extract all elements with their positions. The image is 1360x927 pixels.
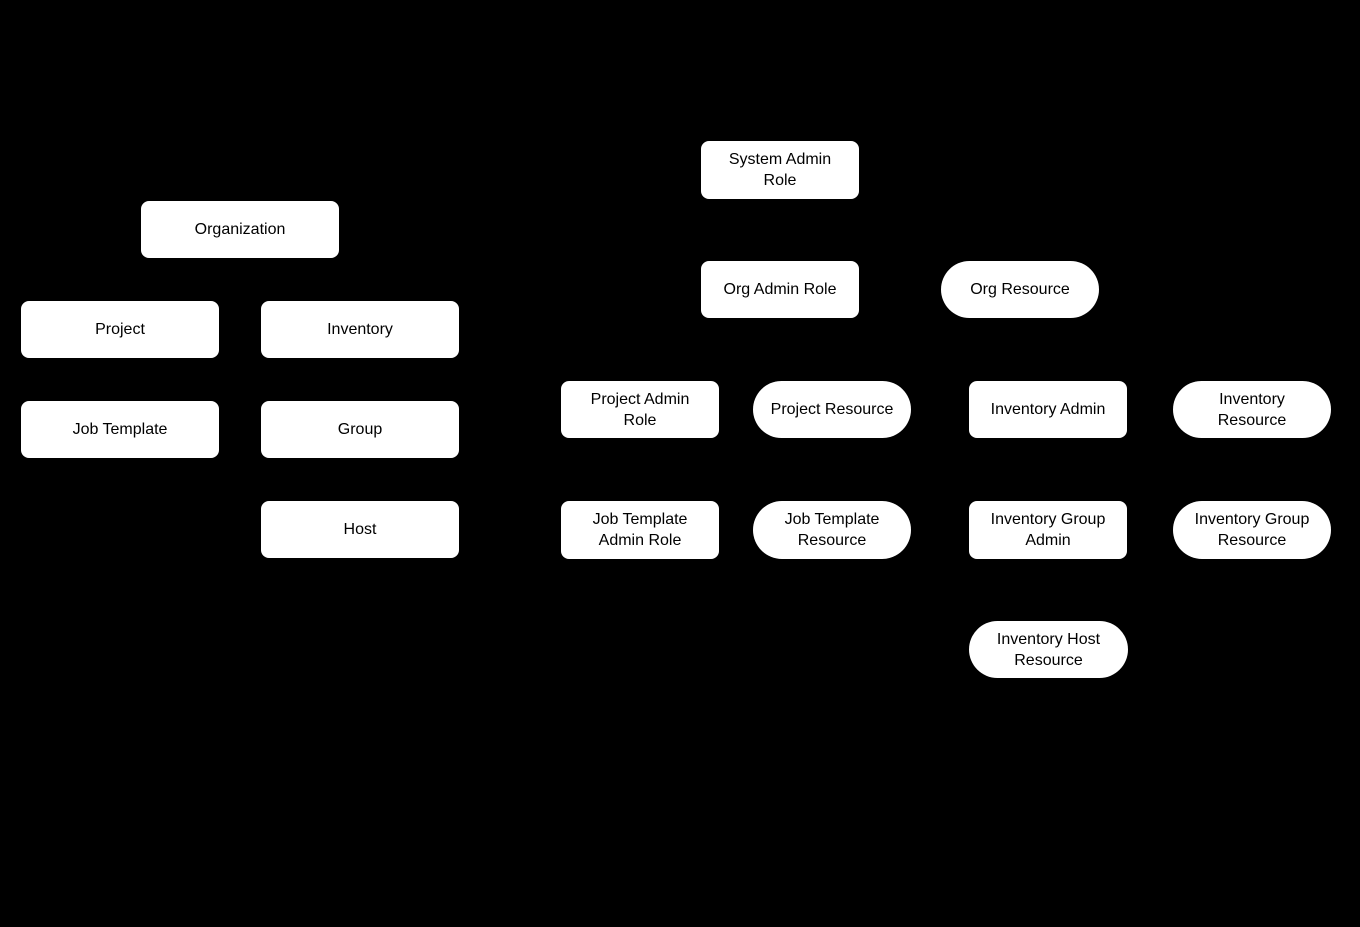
diagram-node-org-admin-role <box>701 261 859 318</box>
diagram-node-label: Resource <box>1014 651 1083 669</box>
diagram-node-label: Inventory Admin <box>990 401 1106 418</box>
diagram-node-label: Project Admin <box>590 390 690 408</box>
diagram-node-label: Job Template <box>72 421 168 438</box>
diagram-node-inventory-group-admin <box>969 501 1127 559</box>
diagram-node-project <box>21 301 219 358</box>
diagram-node-label: Resource <box>1217 411 1287 429</box>
diagram-node-org-resource <box>941 261 1099 318</box>
diagram-node-label: Inventory Host <box>996 630 1101 648</box>
diagram-node-label: Admin <box>1025 532 1071 549</box>
diagram-node-inventory-admin <box>969 381 1127 438</box>
diagram-node-inventory <box>261 301 459 358</box>
diagram-node-label: Role <box>763 172 797 189</box>
diagram-node-label: Inventory <box>327 321 393 338</box>
diagram-node-label: Job Template <box>784 511 880 528</box>
diagram-node-job-template <box>21 401 219 458</box>
diagram-node-project-admin-role <box>561 381 719 438</box>
diagram-node-label: Inventory Group <box>990 511 1106 528</box>
diagram-node-organization <box>141 201 339 258</box>
diagram-node-host <box>261 501 459 558</box>
diagram-node-inventory-resource <box>1173 381 1331 438</box>
diagram-node-label: System Admin <box>728 151 832 168</box>
diagram-node-label: Org Admin Role <box>723 281 837 298</box>
diagram-node-label: Role <box>623 411 657 429</box>
diagram-node-label: Organization <box>194 221 286 238</box>
diagram-node-label: Group <box>337 421 383 438</box>
diagram-node-label: Resource <box>797 532 867 549</box>
diagram-node-project-resource <box>753 381 911 438</box>
diagram-node-label: Job Template <box>592 511 688 528</box>
diagram-node-inventory-group-resource <box>1173 501 1331 559</box>
diagram-node-system-admin-role <box>701 141 859 199</box>
diagram-node-label: Project <box>95 321 145 338</box>
diagram-node-label: Resource <box>1217 532 1287 549</box>
diagram-node-label: Inventory <box>1219 390 1285 408</box>
diagram-node-label: Host <box>343 521 377 538</box>
diagram-node-label: Project Resource <box>770 401 894 418</box>
diagram-node-label: Inventory Group <box>1194 511 1310 528</box>
diagram-node-inventory-host-resource <box>969 621 1128 678</box>
diagram-node-job-template-resource <box>753 501 911 559</box>
diagram-node-label: Admin Role <box>598 532 682 549</box>
diagram-node-label: Org Resource <box>970 281 1070 298</box>
diagram-node-job-template-admin-role <box>561 501 719 559</box>
diagram-node-group <box>261 401 459 458</box>
